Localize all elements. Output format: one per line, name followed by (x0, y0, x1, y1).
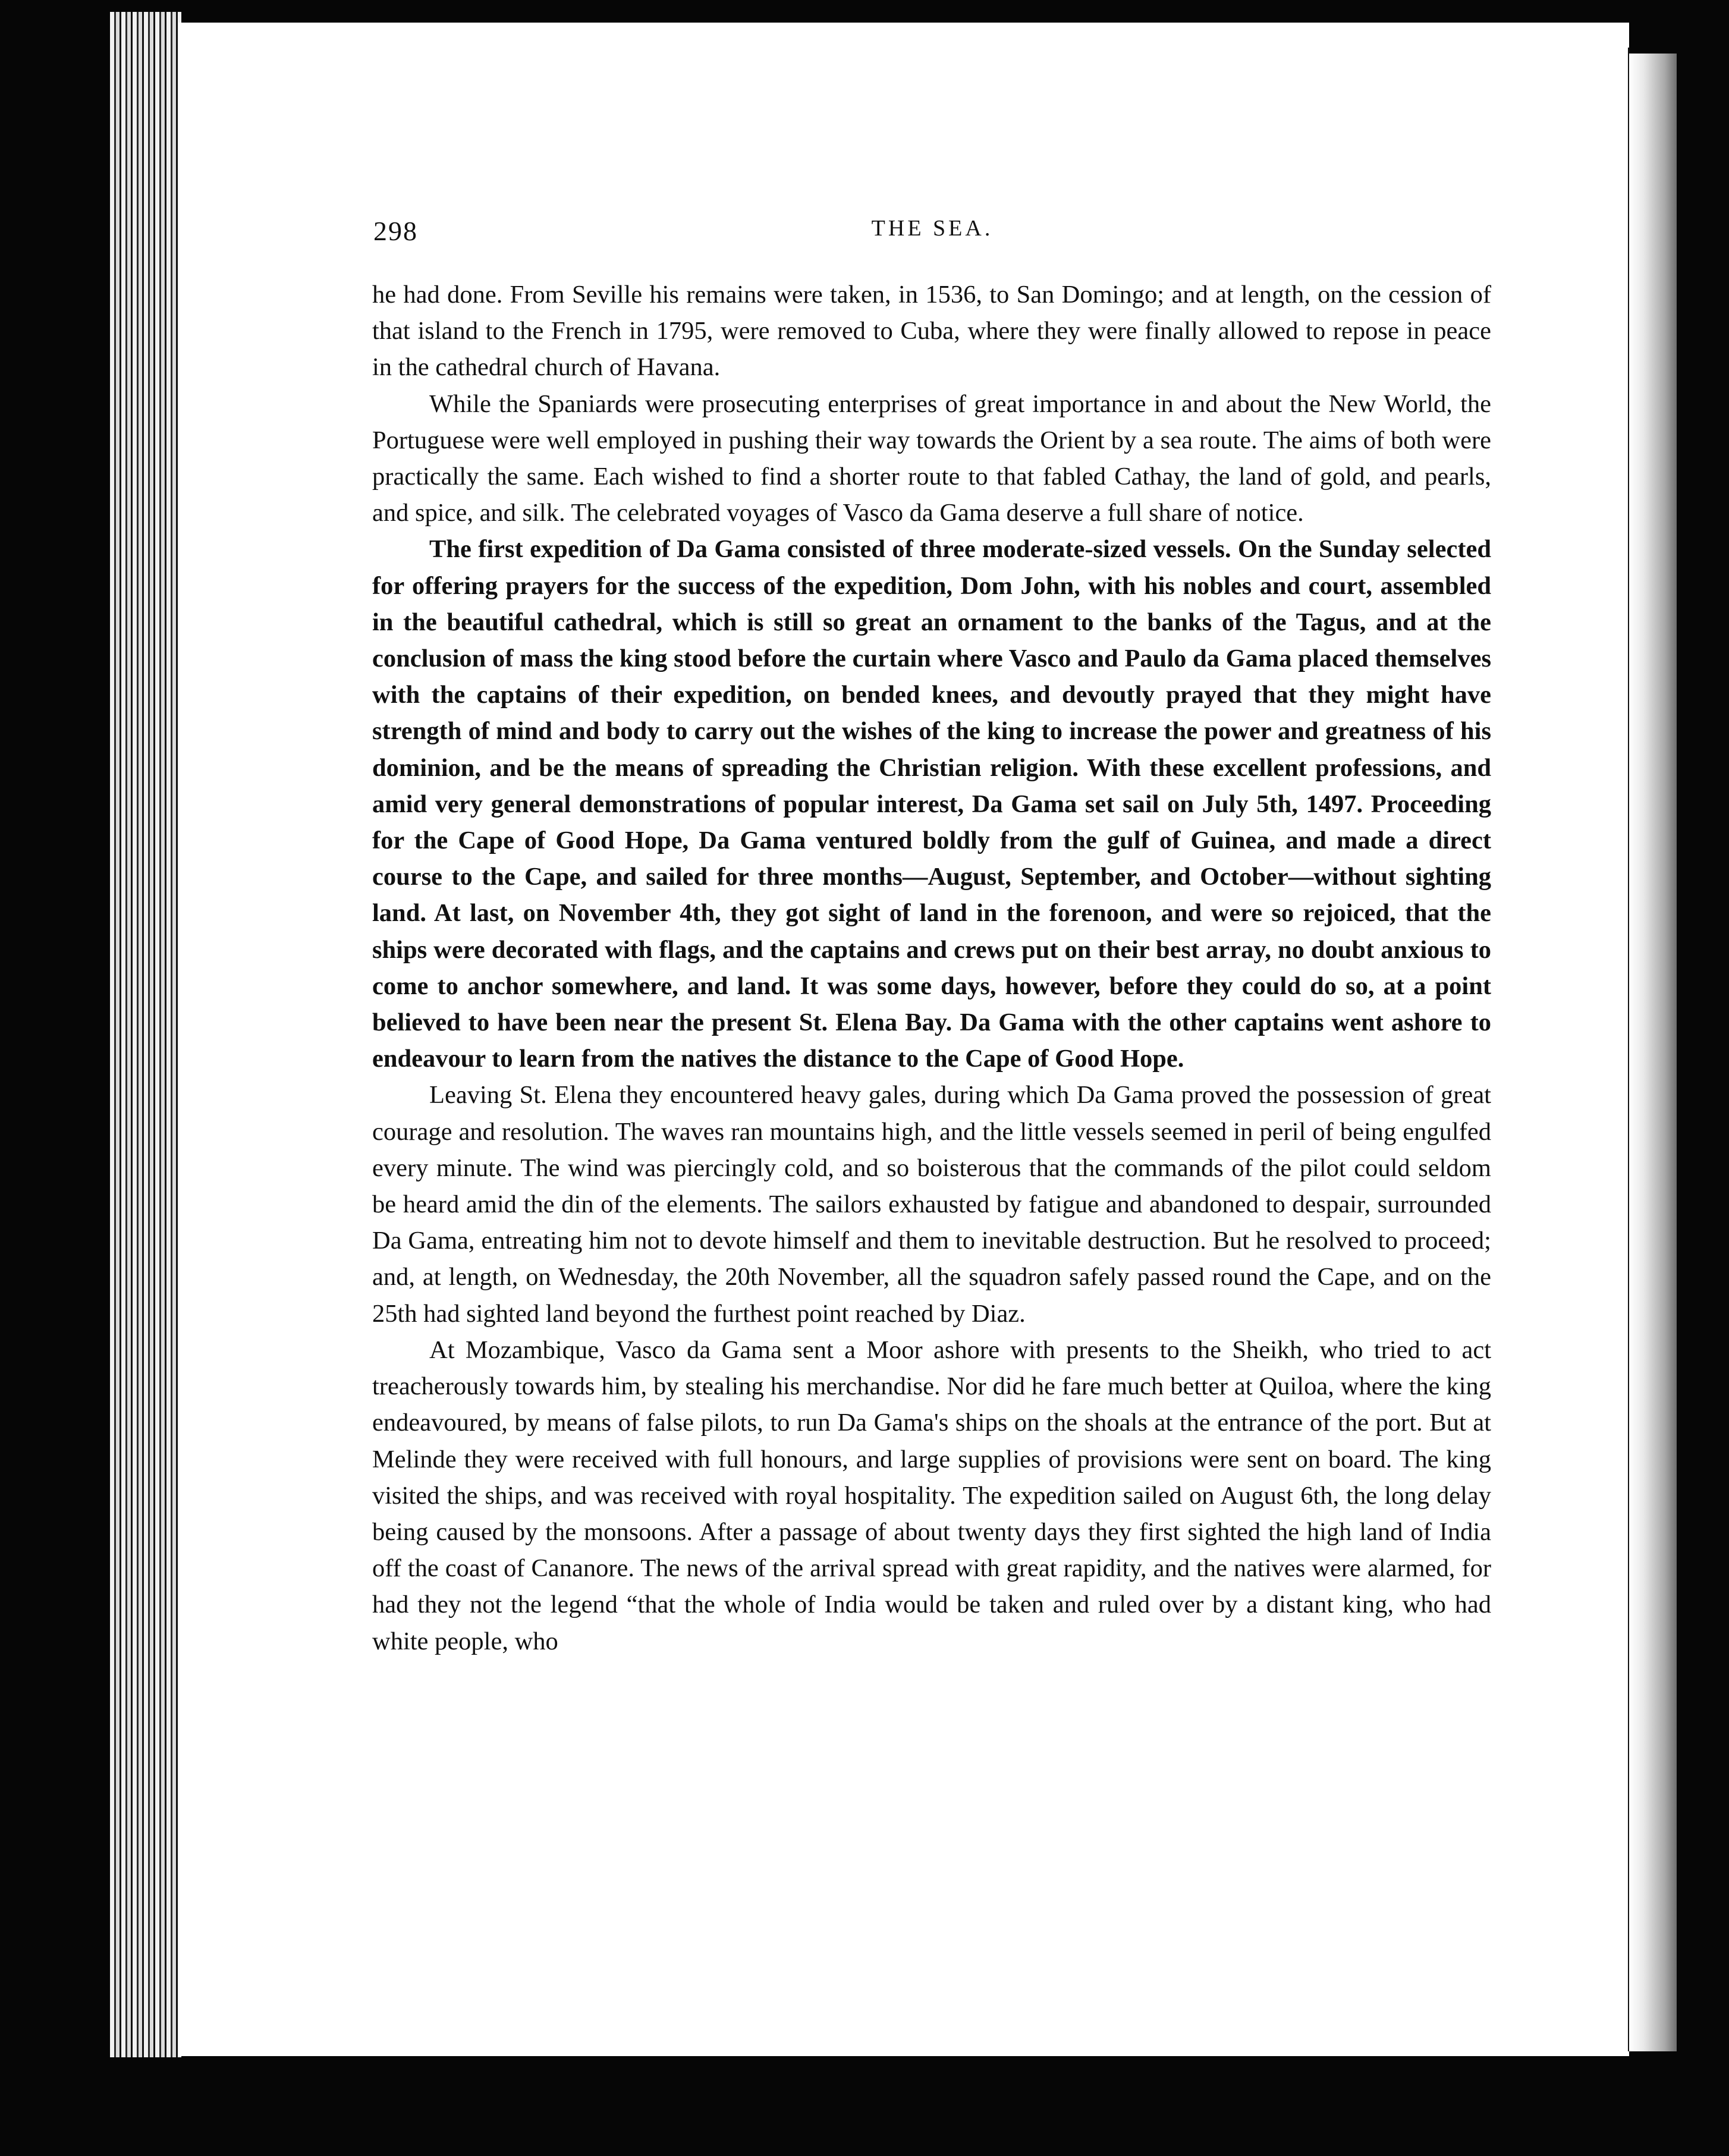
paragraph: At Mozambique, Vasco da Gama sent a Moor ashore with presents to the Sheikh, who tried to act treacherously towards him, by stealing his merchandise. Nor did he fare much better at Quiloa, where the king endeavoured, by means of false pilots, to run Da Gama's ships on the shoals at the entrance of the port. But at Melinde they were received with full honours, and large supplies of provisions were sent on board. The king visited the ships, and was received with royal hospitality. The expedition sailed on August 6th, the long delay being caused by the monsoons. After a passage of about twenty days they first sighted the high land of India off the coast of Cananore. The news of the arrival spread with great rapidity, and the natives were alarmed, for had they not the legend “that the whole of India would be taken and ruled over by a distant king, who had white people, who (372, 1335, 1491, 1655)
paragraph: he had done. From Seville his remains were taken, in 1536, to San Domingo; and at length, on the cession of that island to the French in 1795, were removed to Cuba, where they were finally allowed to repose in peace in the cathedral church of Havana. (372, 281, 1491, 382)
page-number: 298 (373, 216, 418, 246)
page-header (373, 215, 1491, 251)
paragraph: While the Spaniards were prosecuting enterprises of great importance in and about the New World, the Portuguese were well employed in pushing their way towards the Orient by a sea route. The aims of both were practically the same. Each wished to find a shorter route to that fabled Cathay, the land of gold, and pearls, and spice, and silk. The celebrated voyages of Vasco da Gama deserve a full share of notice. (372, 389, 1491, 527)
paragraph: The first expedition of Da Gama consisted of three moderate-sized vessels. On the Sunday selected for offering prayers for the success of the expedition, Dom John, with his nobles and court, assembled in the beautiful cathedral, which is still so great an ornament to the banks of the Tagus, and at the conclusion of mass the king stood before the curtain where Vasco and Paulo da Gama placed themselves with the captains of their expedition, on bended knees, and devoutly prayed that they might have strength of mind and body to carry out the wishes of the king to increase the power and greatness of his dominion, and be the means of spreading the Christian religion. With these excellent professions, and amid very general demonstrations of popular interest, Da Gama set sail on July 5th, 1497. Proceeding for the Cape of Good Hope, Da Gama ventured boldly from the gulf of Guinea, and made a direct course to the Cape, and sailed for three months—August, September, and October—without sighting land. At last, on November 4th, they got sight of land in the forenoon, and were so rejoiced, that the ships were decorated with flags, and the captains and crews put on their best array, no doubt anxious to come to anchor somewhere, and land. It was some days, however, before they could do so, at a point believed to have been near the present St. Elena Bay. Da Gama with the other captains went ashore to endeavour to learn from the natives the distance to the Cape of Good Hope. (372, 535, 1491, 1073)
page-fold-shadow (1629, 54, 1677, 2051)
paragraph: Leaving St. Elena they encountered heavy gales, during which Da Gama proved the possession of great courage and resolution. The waves ran mountains high, and the little vessels seemed in peril of being engulfed every minute. The wind was piercingly cold, and so boisterous that the commands of the pilot could seldom be heard amid the din of the elements. The sailors exhausted by fatigue and abandoned to despair, surrounded Da Gama, entreating him not to devote himself and them to inevitable destruction. But he resolved to proceed; and, at length, on Wednesday, the 20th November, all the squadron safely passed round the Cape, and on the 25th had sighted land beyond the furthest point reached by Diaz. (372, 1081, 1491, 1328)
book-page-edges (110, 12, 181, 2057)
body-text (372, 276, 1491, 1660)
running-head: THE SEA. (871, 216, 994, 241)
